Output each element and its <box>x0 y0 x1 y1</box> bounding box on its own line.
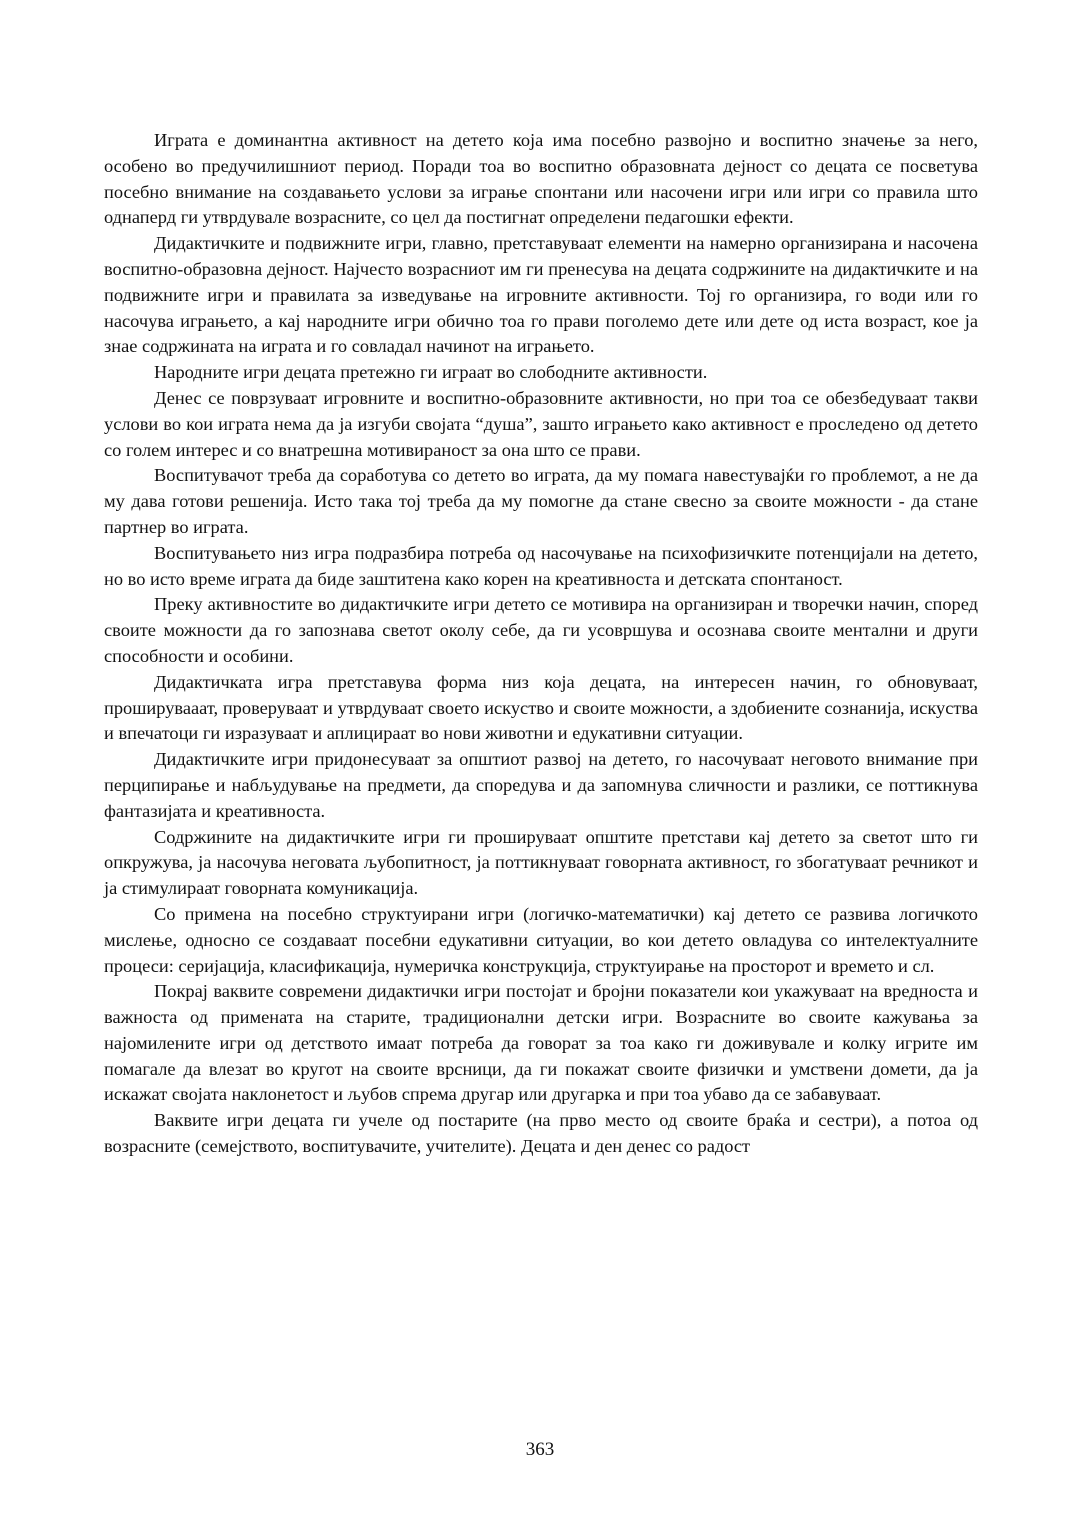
paragraph: Воспитувачот треба да соработува со детето во играта, да му помага навестувајќи го проблемот, а не да му дава готови решенија. Исто така тој треба да му помогне да стане свесно за своите можности - да стане партнер во играта. <box>104 465 978 537</box>
body-text <box>104 128 978 1160</box>
paragraph: Преку активностите во дидактичките игри детето се мотивира на организиран и творечки начин, според своите можности да го запознава светот околу себе, да ги усовршува и осознава своите ментални и други способности и особини. <box>104 594 978 666</box>
paragraph: Ваквите игри децата ги учеле од постарите (на прво место од своите браќа и сестри), а потоа од возрасните (семејството, воспитувачите, учителите). Децата и ден денес со радост <box>104 1110 978 1157</box>
paragraph: Воспитувањето низ игра подразбира потреба од насочување на психофизичките потенцијали на детето, но во исто време играта да биде заштитена како корен на креативноста и детската спонтаност. <box>104 542 978 589</box>
paragraph: Дидактичките и подвижните игри, главно, претставуваат елементи на намерно организирана и насочена воспитно-образовна дејност. Најчесто возрасниот им ги пренесува на децата содржините на дидактичките и на подвижните игри и правилата за изведување на игровните активности. Тој го организира, го води или го насочува играњето, а кај народните игри обично тоа го прави поголемо дете или дете од иста возраст, кое ја знае содржината на играта и го совладал начинот на играњето. <box>104 233 978 357</box>
paragraph: Со примена на посебно структуирани игри (логичко-математички) кај детето се развива логичкото мислење, односно се создаваат посебни едукативни ситуации, во кои детето овладува со интелектуалните процеси: серијација, класификација, нумеричка конструкција, структуирање на просторот и времето и сл. <box>104 903 978 976</box>
paragraph: Играта е доминантна активност на детето која има посебно развојно и воспитно значење за него, особено во предучилишниот период. Поради тоа во воспитно образовната дејност со децата се посветува посебно внимание на создавањето услови за играње спонтани или насочени игри или игри со правила што однаперд ги утврдувале возрасните, со цел да постигнат определени педагошки ефекти. <box>104 130 978 228</box>
paragraph: Народните игри децата претежно ги играат во слободните активности. <box>154 362 708 383</box>
paragraph: Денес се поврзуваат игровните и воспитно-образовните активности, но при тоа се обезбедуваат такви услови во кои играта нема да ја изгуби својата “душа”, зашто играњето како активност е проследено од детето со голем интерес и со внатрешна мотивираност за она што се прави. <box>104 387 978 460</box>
paragraph: Дидактичката игра претставува форма низ која децата, на интересен начин, го обновуваат, проширувааат, проверуваат и утврдуваат своето искуство и своите можности, а здобиените сознанија, искуства и впечатоци ги изразуваат и аплицираат во нови животни и едукативни ситуации. <box>104 671 978 744</box>
page-number: 363 <box>525 1439 555 1460</box>
paragraph: Покрај ваквите современи дидактички игри постојат и бројни показатели кои укажуваат на вредноста и важноста од примената на старите, традиционални детски игри. Возрасните во своите кажувања за најомилените игри од детството имаат потреба да говорат за тоа како ги доживувале и колку игрите им помагале да влезат во кругот на своите врсници, да ги покажат своите физички и умствени домети, да ја искажат својата наклонетост и љубов спрема другар или другарка и при тоа убаво да се забавуваат. <box>104 981 978 1105</box>
paragraph: Дидактичките игри придонесуваат за општиот развој на детето, го насочуваат неговото внимание при перципирање и набљудување на предмети, да споредува и да запомнува сличности и разлики, се поттикнува фантазијата и креативноста. <box>104 749 978 821</box>
paragraph: Содржините на дидактичките игри ги прошируваат општите претстави кај детето за светот што ги опкружува, ја насочува неговата љубопитност, ја поттикнуваат говорната активност, го збогатуваат речникот и ја стимулираат говорната комуникација. <box>104 826 978 899</box>
